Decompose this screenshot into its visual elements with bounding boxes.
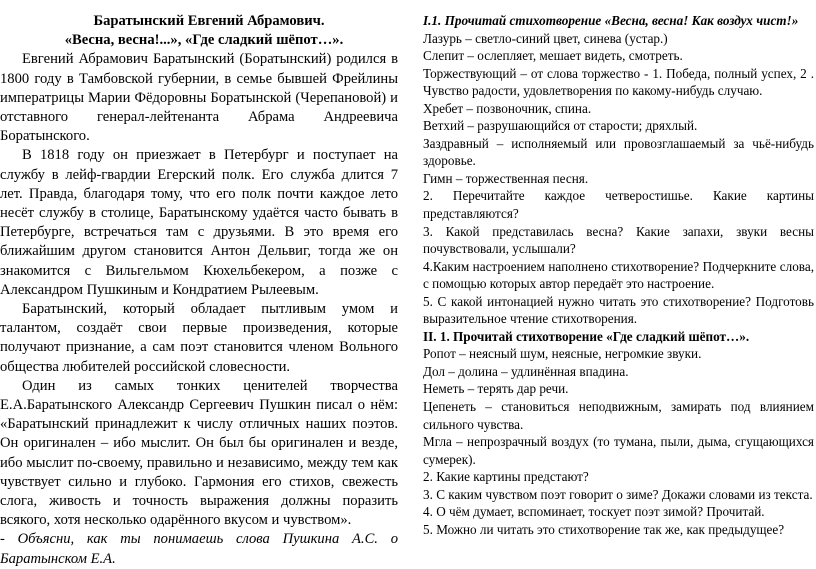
question-line: 4. О чём думает, вспоминает, тоскует поэт зимой? Прочитай. <box>423 504 765 520</box>
question-line: 4.Каким настроением наполнено стихотворение? Подчеркните слова, с помощью которых автор передаёт это настроение. <box>423 258 814 292</box>
author-title: Баратынский Евгений Абрамович. <box>93 13 325 29</box>
question-line: 3. С каким чувством поэт говорит о зиме? Докажи словами из текста. <box>423 486 813 502</box>
vocab-line: Гимн – торжественная песня. <box>423 170 589 186</box>
task-instruction: - Объясни, как ты понимаешь слова Пушкина А.С. о Баратынском Е.А. <box>0 531 398 567</box>
question-line: 5. С какой интонацией нужно читать это стихотворение? Подготовь выразительное чтение стихотворения. <box>423 293 814 327</box>
pushkin-quote-paragraph: Один из самых тонких ценителей творчества Е.А.Баратынского Александр Сергеевич Пушкин писал о нём: «Баратынский принадлежит к числу отличных наших поэтов. Он оригинален – ибо мыслит. Он был бы оригинален и везде, ибо мыслит по-своему, правильно и независимо, между тем как чувствует сильно и глубоко. Гармония его стихов, свежесть слога, живость и точность выражения должны поразить всякого, хотя несколько одарённого вкусом и чувством». <box>0 377 398 529</box>
right-column <box>423 12 814 538</box>
question-line: 2. Перечитайте каждое четверостишье. Какие картины представляются? <box>423 188 814 222</box>
vocab-line: Слепит – ослепляет, мешает видеть, смотреть. <box>423 48 683 64</box>
biography-paragraph: Баратынский, который обладает пытливым умом и талантом, создаёт свои первые произведения, которые получают признание, а сам поэт становится членом Вольного общества любителей российской словесности. <box>0 301 398 375</box>
vocab-line: Лазурь – светло-синий цвет, синева (устар.) <box>423 30 668 46</box>
section-heading-2: II. 1. Прочитай стихотворение «Где сладкий шёпот…». <box>423 328 750 344</box>
question-line: 3. Какой представилась весна? Какие запахи, звуки весны почувствовали, услышали? <box>423 223 814 257</box>
vocab-line: Ветхий – разрушающийся от старости; дряхлый. <box>423 118 698 134</box>
question-line: 2. Какие картины предстают? <box>423 469 589 485</box>
section-heading-1: I.1. Прочитай стихотворение «Весна, весна! Как воздух чист!» <box>423 13 799 28</box>
vocab-line: Мгла – непрозрачный воздух (то тумана, пыли, дыма, сгущающихся сумерек). <box>423 434 814 467</box>
poems-title: «Весна, весна!...», «Где сладкий шёпот…». <box>64 32 344 49</box>
vocab-line: Торжествующий – от слова торжество - 1. Победа, полный успех, 2 . Чувство радости, удовлетворения по какому-нибудь случаю. <box>423 65 814 99</box>
left-column <box>0 12 398 569</box>
vocab-line: Неметь – терять дар речи. <box>423 381 569 397</box>
vocab-line: Дол – долина – удлинённая впадина. <box>423 363 629 379</box>
vocab-line: Хребет – позвоночник, спина. <box>423 100 592 116</box>
biography-paragraph: В 1818 году он приезжает в Петербург и поступает на службу в лейф-гвардии Егерский полк. Его служба длится 7 лет. Правда, благодаря тому, что его полк почти каждое лето несёт службу в столице, Баратынскому удаётся часто бывать в Петербурге, встречаться там с друзьями. В это время его ближайшим другом становится Антон Дельвиг, тогда же он знакомится с Вильгельмом Кюхельбекером, а позже с Александром Пушкиным и Кондратием Рылеевым. <box>0 147 398 298</box>
question-line: 5. Можно ли читать это стихотворение так же, как предыдущее? <box>423 521 785 537</box>
biography-paragraph: Евгений Абрамович Баратынский (Боратынский) родился в 1800 году в Тамбовской губернии, в семье бывшей Фрейлины императрицы Марии Фёдоровны Боратынской (Черепановой) и отставного генерал-лейтенанта Абрама Андреевича Боратынского. <box>0 51 398 145</box>
vocab-line: Заздравный – исполняемый или провозглашаемый за чьё-нибудь здоровье. <box>423 135 814 169</box>
vocab-line: Ропот – неясный шум, неясные, негромкие звуки. <box>423 346 702 362</box>
vocab-line: Цепенеть – становиться неподвижным, замирать под влиянием сильного чувства. <box>423 399 814 432</box>
